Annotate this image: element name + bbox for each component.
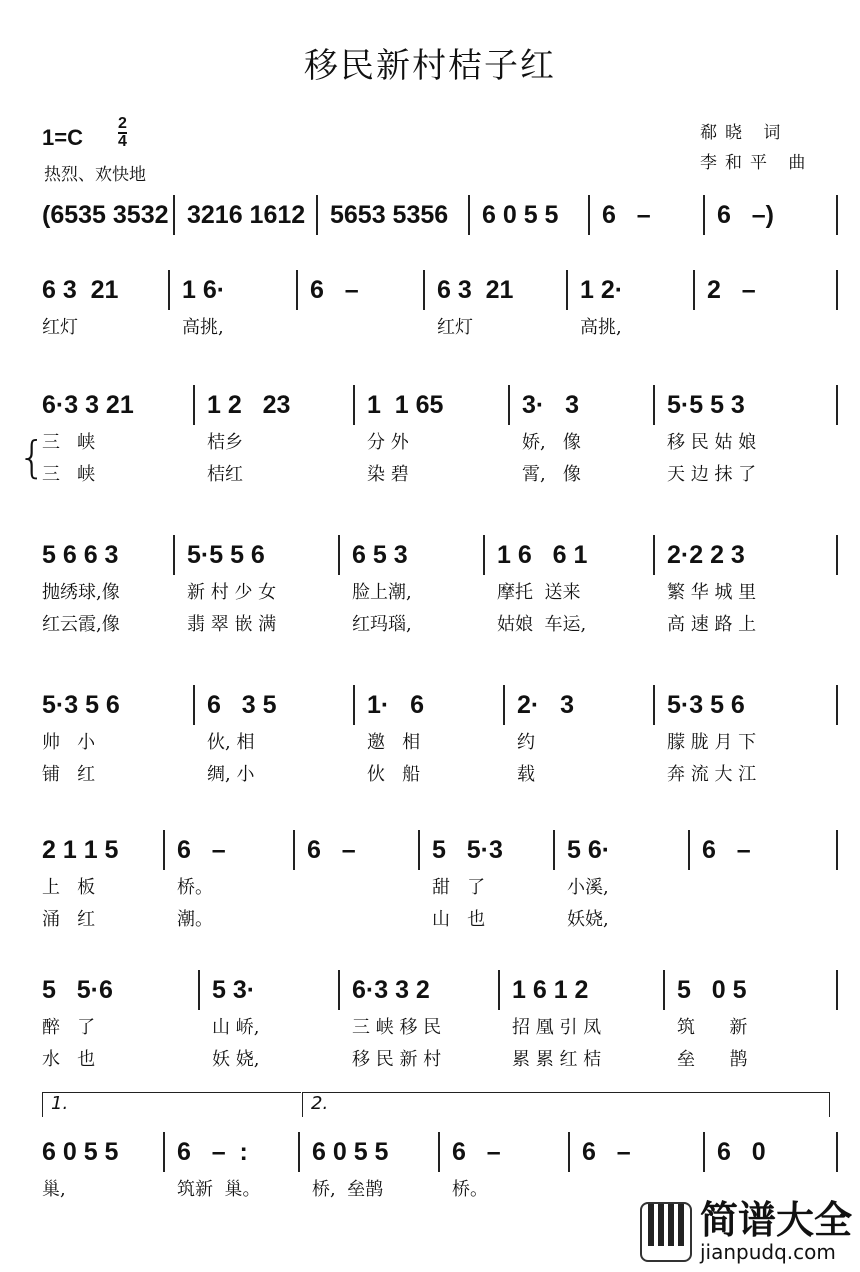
lyric-segment: 高挑,	[182, 317, 224, 338]
lyric-segment: 高 速 路 上	[667, 614, 757, 635]
lyric-segment: 招 凰 引 凤	[512, 1017, 602, 1038]
lyric-segment: 三 峡	[42, 464, 96, 485]
measure	[300, 1132, 440, 1172]
measure	[295, 830, 420, 870]
measure	[30, 685, 195, 725]
measure	[195, 385, 355, 425]
measure-notes: 5·3 5 6	[42, 690, 120, 719]
measure	[695, 270, 838, 310]
measure	[555, 830, 690, 870]
measure	[570, 1132, 705, 1172]
lyrics-verse-2	[30, 457, 838, 489]
time-sig-bottom: 4	[118, 133, 127, 150]
measure-notes: 1 2·	[580, 275, 624, 304]
notes-row	[30, 970, 838, 1010]
lyric-segment: 约	[517, 732, 535, 753]
lyric-segment: 桥。	[452, 1179, 488, 1200]
measure	[30, 195, 175, 235]
staff-system	[30, 685, 838, 789]
measure	[655, 535, 838, 575]
notes-row	[30, 535, 838, 575]
lyric-segment: 伙 船	[367, 764, 421, 785]
measure-notes: 2· 3	[517, 690, 574, 719]
measure	[505, 685, 655, 725]
lyric-segment: 甜 了	[432, 877, 486, 898]
lyric-segment: 伙, 相	[207, 732, 255, 753]
lyric-segment: 翡 翠 嵌 满	[187, 614, 277, 635]
measure	[690, 830, 838, 870]
logo-name: 简谱大全	[700, 1198, 853, 1242]
measure	[30, 1132, 165, 1172]
measure-notes: 5 0 5	[677, 975, 747, 1004]
measure-notes: 6 –	[452, 1137, 501, 1166]
lyric-segment: 上 板	[42, 877, 96, 898]
lyric-segment: 奔 流 大 江	[667, 764, 757, 785]
measure-notes: 6 3 5	[207, 690, 277, 719]
lyrics-verse-1	[30, 310, 838, 342]
measure-notes: 5 6 6 3	[42, 540, 119, 569]
staff-system	[30, 195, 838, 235]
lyric-segment: 染 碧	[367, 464, 409, 485]
staff-system	[30, 385, 838, 489]
lyrics-verse-2	[30, 902, 838, 934]
lyrics-verse-2	[30, 757, 838, 789]
measure-notes: 1· 6	[367, 690, 424, 719]
lyrics-verse-1	[30, 870, 838, 902]
measure	[340, 970, 500, 1010]
measure	[510, 385, 655, 425]
lyric-segment: 水 也	[42, 1049, 96, 1070]
lyric-segment: 醉 了	[42, 1017, 96, 1038]
lyric-segment: 妖 娆,	[212, 1049, 260, 1070]
verse-brace: {	[18, 432, 46, 483]
measure-notes: 3· 3	[522, 390, 579, 419]
measure-notes: 5 3·	[212, 975, 256, 1004]
lyric-segment: 潮。	[177, 909, 213, 930]
lyric-segment: 姑娘 车运,	[497, 614, 587, 635]
lyric-segment: 红灯	[437, 317, 473, 338]
lyric-segment: 三 峡	[42, 432, 96, 453]
time-sig-top: 2	[118, 115, 127, 132]
lyric-segment: 筑 新	[677, 1017, 748, 1038]
volta-second: 2.	[302, 1092, 830, 1117]
lyric-segment: 桥。	[177, 877, 213, 898]
staff-system	[30, 1132, 838, 1204]
measure	[340, 535, 485, 575]
lyric-segment: 红云霞,像	[42, 614, 120, 635]
lyric-segment: 移 民 新 村	[352, 1049, 442, 1070]
measure	[568, 270, 695, 310]
measure-notes: 6·3 3 2	[352, 975, 430, 1004]
lyric-segment: 霄, 像	[522, 464, 581, 485]
measure	[165, 830, 295, 870]
measure-notes: 6 0 5 5	[312, 1137, 389, 1166]
composer-credit: 李和平 曲	[700, 153, 814, 173]
lyric-segment: 抛绣球,像	[42, 582, 120, 603]
notes-row	[30, 270, 838, 310]
lyric-segment: 繁 华 城 里	[667, 582, 757, 603]
measure	[195, 685, 355, 725]
measure	[590, 195, 705, 235]
notes-row	[30, 830, 838, 870]
measure-notes: 1 1 65	[367, 390, 444, 419]
tempo-marking: 热烈、欢快地	[44, 165, 146, 185]
measure-notes: 6·3 3 21	[42, 390, 134, 419]
staff-system	[30, 830, 838, 934]
lyric-segment: 山 也	[432, 909, 486, 930]
lyric-segment: 涌 红	[42, 909, 96, 930]
lyric-segment: 高挑,	[580, 317, 622, 338]
measure-notes: 2 1 1 5	[42, 835, 119, 864]
lyric-segment: 妖娆,	[567, 909, 609, 930]
measure	[655, 385, 838, 425]
lyric-segment: 筑新 巢。	[177, 1179, 261, 1200]
measure	[30, 830, 165, 870]
lyricist-credit: 郗晓 词	[700, 123, 789, 143]
lyrics-verse-1	[30, 575, 838, 607]
notes-row	[30, 385, 838, 425]
measure-notes: 6 –	[307, 835, 356, 864]
measure	[30, 270, 170, 310]
lyrics-verse-2	[30, 607, 838, 639]
lyric-segment: 天 边 抹 了	[667, 464, 757, 485]
measure	[355, 385, 510, 425]
staff-system	[30, 270, 838, 342]
lyric-segment: 巢,	[42, 1179, 66, 1200]
measure	[298, 270, 425, 310]
measure	[470, 195, 590, 235]
lyric-segment: 帅 小	[42, 732, 96, 753]
lyrics-verse-1	[30, 725, 838, 757]
measure-notes: 6 –	[602, 200, 651, 229]
measure-notes: 6 5 3	[352, 540, 408, 569]
song-title: 移民新村桔子红	[304, 46, 556, 86]
lyric-segment: 桥, 垒鹊	[312, 1179, 384, 1200]
measure-notes: 6 –)	[717, 200, 774, 229]
measure-notes: 1 6 6 1	[497, 540, 588, 569]
time-signature	[118, 116, 127, 150]
measure-notes: 5 5·3	[432, 835, 503, 864]
measure-notes: 5653 5356	[330, 200, 449, 229]
measure-notes: 6 3 21	[437, 275, 514, 304]
notes-row	[30, 1132, 838, 1172]
measure	[705, 195, 838, 235]
notes-row	[30, 685, 838, 725]
measure-notes: 1 6 1 2	[512, 975, 589, 1004]
measure	[355, 685, 505, 725]
lyric-segment: 山 峤,	[212, 1017, 260, 1038]
measure-notes: 6 0	[717, 1137, 766, 1166]
measure	[318, 195, 470, 235]
measure-notes: 6 0 5 5	[482, 200, 559, 229]
lyric-segment: 分 外	[367, 432, 409, 453]
measure-notes: 6 –	[582, 1137, 631, 1166]
lyric-segment: 垒 鹊	[677, 1049, 748, 1070]
measure-notes: (6535 3532	[42, 200, 169, 229]
lyric-segment: 邀 相	[367, 732, 421, 753]
measure-notes: 6 3 21	[42, 275, 119, 304]
measure-notes: 1 6·	[182, 275, 226, 304]
measure	[175, 535, 340, 575]
lyric-segment: 桔红	[207, 464, 243, 485]
measure-notes: 5·5 5 6	[187, 540, 265, 569]
lyric-segment: 脸上潮,	[352, 582, 412, 603]
logo-url: jianpudq.com	[700, 1240, 836, 1264]
measure-notes: 5·3 5 6	[667, 690, 745, 719]
measure-notes: 3216 1612	[187, 200, 306, 229]
measure	[30, 385, 195, 425]
measure-notes: 6 –	[310, 275, 359, 304]
lyrics-verse-2	[30, 1042, 838, 1074]
lyric-segment: 铺 红	[42, 764, 96, 785]
measure	[420, 830, 555, 870]
measure	[485, 535, 655, 575]
lyric-segment: 桔乡	[207, 432, 243, 453]
lyric-segment: 累 累 红 桔	[512, 1049, 602, 1070]
measure	[170, 270, 298, 310]
site-logo	[640, 1200, 852, 1264]
measure	[30, 535, 175, 575]
lyric-segment: 新 村 少 女	[187, 582, 277, 603]
measure-notes: 2·2 2 3	[667, 540, 745, 569]
volta-first: 1.	[42, 1092, 301, 1117]
measure-notes: 6 –	[177, 835, 226, 864]
lyric-segment: 三 峡 移 民	[352, 1017, 442, 1038]
measure	[500, 970, 665, 1010]
key-signature: 1=C	[42, 125, 83, 150]
lyric-segment: 载	[517, 764, 535, 785]
measure-notes: 2 –	[707, 275, 756, 304]
measure	[425, 270, 568, 310]
measure-notes: 5 6·	[567, 835, 611, 864]
lyric-segment: 红灯	[42, 317, 78, 338]
measure	[440, 1132, 570, 1172]
measure-notes: 6 – :	[177, 1137, 248, 1166]
lyric-segment: 娇, 像	[522, 432, 581, 453]
lyric-segment: 朦 胧 月 下	[667, 732, 757, 753]
notes-row	[30, 195, 838, 235]
measure	[655, 685, 838, 725]
measure	[665, 970, 838, 1010]
lyrics-verse-1	[30, 1010, 838, 1042]
lyric-segment: 移 民 姑 娘	[667, 432, 757, 453]
staff-system	[30, 535, 838, 639]
measure-notes: 6 –	[702, 835, 751, 864]
lyric-segment: 绸, 小	[207, 764, 255, 785]
measure-notes: 6 0 5 5	[42, 1137, 119, 1166]
measure-notes: 1 2 23	[207, 390, 291, 419]
lyric-segment: 小溪,	[567, 877, 609, 898]
measure	[200, 970, 340, 1010]
piano-icon	[640, 1202, 692, 1262]
staff-system	[30, 970, 838, 1074]
measure	[30, 970, 200, 1010]
lyrics-verse-1	[30, 425, 838, 457]
measure-notes: 5·5 5 3	[667, 390, 745, 419]
measure	[705, 1132, 838, 1172]
measure	[175, 195, 318, 235]
lyric-segment: 摩托 送来	[497, 582, 581, 603]
lyric-segment: 红玛瑙,	[352, 614, 412, 635]
measure	[165, 1132, 300, 1172]
measure-notes: 5 5·6	[42, 975, 113, 1004]
